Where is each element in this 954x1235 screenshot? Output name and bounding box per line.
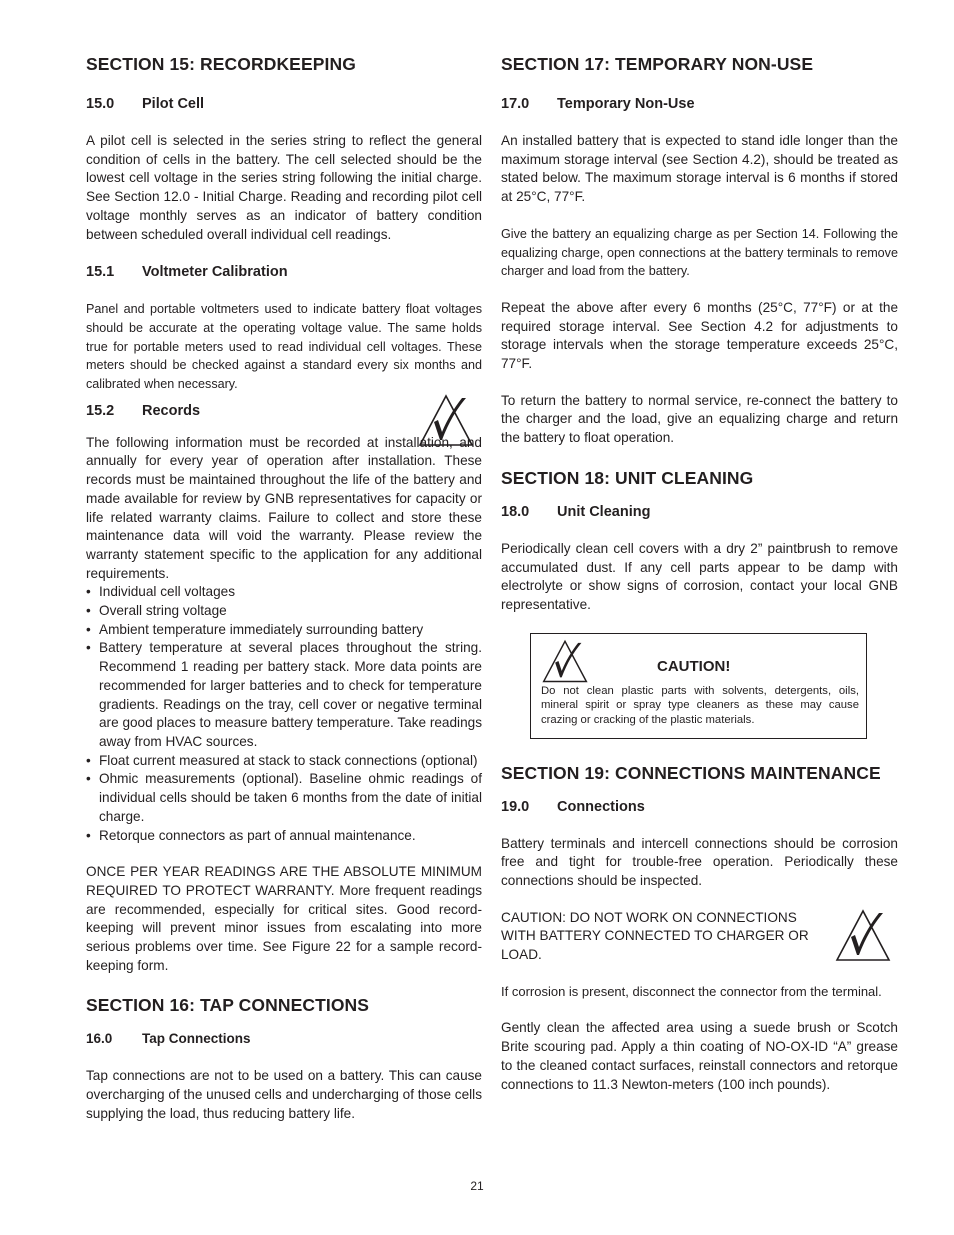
warning-check-icon [416,392,476,448]
subsection-number: 15.1 [86,264,115,281]
pilot-cell-paragraph: A pilot cell is selected in the series string to reflect the general condition of cells in the battery. The cell selected should be the lowest cell voltage in the series string following the initial charge. See Section 12.0 - Initial Charge. Reading and recording pilot cell voltage monthly serves as an indicator of battery condition between scheduled overall individual cell readings. [86,133,482,242]
cleaning-paragraph: Periodically clean cell covers with a dry 2” paintbrush to remove accumulated dust. If any cell parts appear to be damp with electrolyte or show signs of corrosion, contact your local GNB representative. [501,540,898,612]
list-item: • Individual cell voltages [86,583,482,602]
connections-paragraph-2: If corrosion is present, disconnect the connector from the terminal. [501,983,882,999]
subsection-number: 18.0 [501,503,530,520]
section-19-title: SECTION 19: CONNECTIONS MAINTENANCE [501,762,881,783]
connections-paragraph-3: Gently clean the affected area using a suede brush or Scotch Brite scouring pad. Apply a thin coating of NO-OX-ID “A” grease to the cleaned contact surfaces, reinstall connectors and retorque connections to 11.3 Newton-meters (100 inch pounds). [501,1020,898,1092]
warning-check-icon [833,905,893,965]
subsection-title: Connections [557,798,645,815]
subsection-15-1-heading [86,262,482,282]
subsection-title: Temporary Non-Use [557,96,695,112]
subsection-18-0-heading [501,502,898,522]
list-item: • Retorque connectors as part of annual maintenance. [86,827,482,846]
section-15-title: SECTION 15: RECORDKEEPING [86,54,356,74]
connections-caution-row [501,909,898,971]
section-16-title: SECTION 16: TAP CONNECTIONS [86,995,370,1016]
subsection-title: Tap Connections [142,1031,251,1047]
left-column [86,52,482,1124]
records-closing-paragraph: ONCE PER YEAR READINGS ARE THE ABSOLUTE MINIMUM REQUIRED TO PROTECT WARRANTY. More frequent readings are recommended, especially for critical sites. Good record-keeping will prevent minor issues from escalating into more serious problems over time. See Figure 22 for a sample record-keeping form. [86,864,482,973]
subsection-number: 19.0 [501,798,530,815]
list-item: • Battery temperature at several places throughout the string. Recommend 1 reading per battery stack. More data points are recommended for larger batteries and to check for temperature gradients. Readings on the tray, cell cover or negative terminal are good places to measure battery temperature. Take readings away from HVAC sources. [86,639,482,751]
records-paragraph: The following information must be recorded at installation, and annually for every year of operation after installation. These records must be maintained throughout the life of the battery and made available for review by GNB representatives for capacity or life related warranty claims. Failure to collect and store these maintenance data will void the warranty. Please review the warranty statement specific to the application for any additional requirements. [86,434,482,581]
list-item: • Ohmic measurements (optional). Baseline ohmic readings of individual cells should be taken 6 months from the date of initial charge. [86,770,482,826]
subsection-title: Unit Cleaning [557,503,651,520]
tap-connections-paragraph: Tap connections are not to be used on a battery. This can cause overcharging of the unused cells and undercharging of those cells supplying the load, thus reducing battery life. [86,1068,482,1121]
voltmeter-paragraph: Panel and portable voltmeters used to indicate battery float voltages should be accurate at the operating voltage value. The same holds true for portable meters used to read individual cell voltages. These meters should be checked against a standard every six months and calibrated when necessary. [86,302,482,392]
records-bullet-list [86,583,482,845]
subsection-title: Records [142,402,201,419]
list-item: • Float current measured at stack to stack connections (optional) [86,752,482,771]
non-use-paragraph-2: Give the battery an equalizing charge as per Section 14. Following the equalizing charge, open connections at the battery terminals to remove charger and load from the battery. [501,226,898,279]
subsection-number: 15.2 [86,402,115,419]
records-heading-row [86,394,482,422]
non-use-paragraph-1: An installed battery that is expected to stand idle longer than the maximum storage interval (see Section 4.2), should be treated as stated below. The maximum storage interval is 6 months if stored at 25°C, 77°F. [501,133,898,205]
non-use-paragraph-4: To return the battery to normal service, re-connect the battery to the charger and the load, give an equalizing charge and return the battery to float operation. [501,392,898,446]
subsection-number: 15.0 [86,96,115,112]
caution-box [530,633,867,739]
subsection-16-0-heading [86,1029,482,1049]
warning-check-icon [539,638,591,684]
subsection-17-0-heading [501,94,898,114]
section-18-title: SECTION 18: UNIT CLEANING [501,467,754,488]
page-number: 21 [470,1179,484,1193]
right-column [501,52,898,1094]
subsection-title: Pilot Cell [142,96,205,112]
subsection-15-2-heading [86,401,200,421]
subsection-number: 17.0 [501,96,530,112]
list-item: • Overall string voltage [86,602,482,621]
caution-text: Do not clean plastic parts with solvents, detergents, oils, mineral spirit or spray type cleaners as these may cause crazing or cracking of the plastic materials. [541,684,859,726]
caution-title: CAUTION! [657,657,731,675]
non-use-paragraph-3: Repeat the above after every 6 months (25°C, 77°F) or at the required storage interval. See Section 4.2 for adjustments to storage intervals when the storage temperature exceeds 25°C, 77°F. [501,299,898,372]
subsection-title: Voltmeter Calibration [142,264,288,281]
subsection-19-0-heading [501,797,898,817]
subsection-15-0-heading [86,94,482,114]
connections-caution-text: CAUTION: DO NOT WORK ON CONNECTIONS WITH BATTERY CONNECTED TO CHARGER OR LOAD. [501,909,809,963]
list-item: • Ambient temperature immediately surrounding battery [86,621,482,640]
subsection-number: 16.0 [86,1031,113,1047]
section-17-title: SECTION 17: TEMPORARY NON-USE [501,54,814,74]
connections-paragraph-1: Battery terminals and intercell connections should be corrosion free and tight for trouble-free operation. Periodically these connections should be inspected. [501,835,898,889]
